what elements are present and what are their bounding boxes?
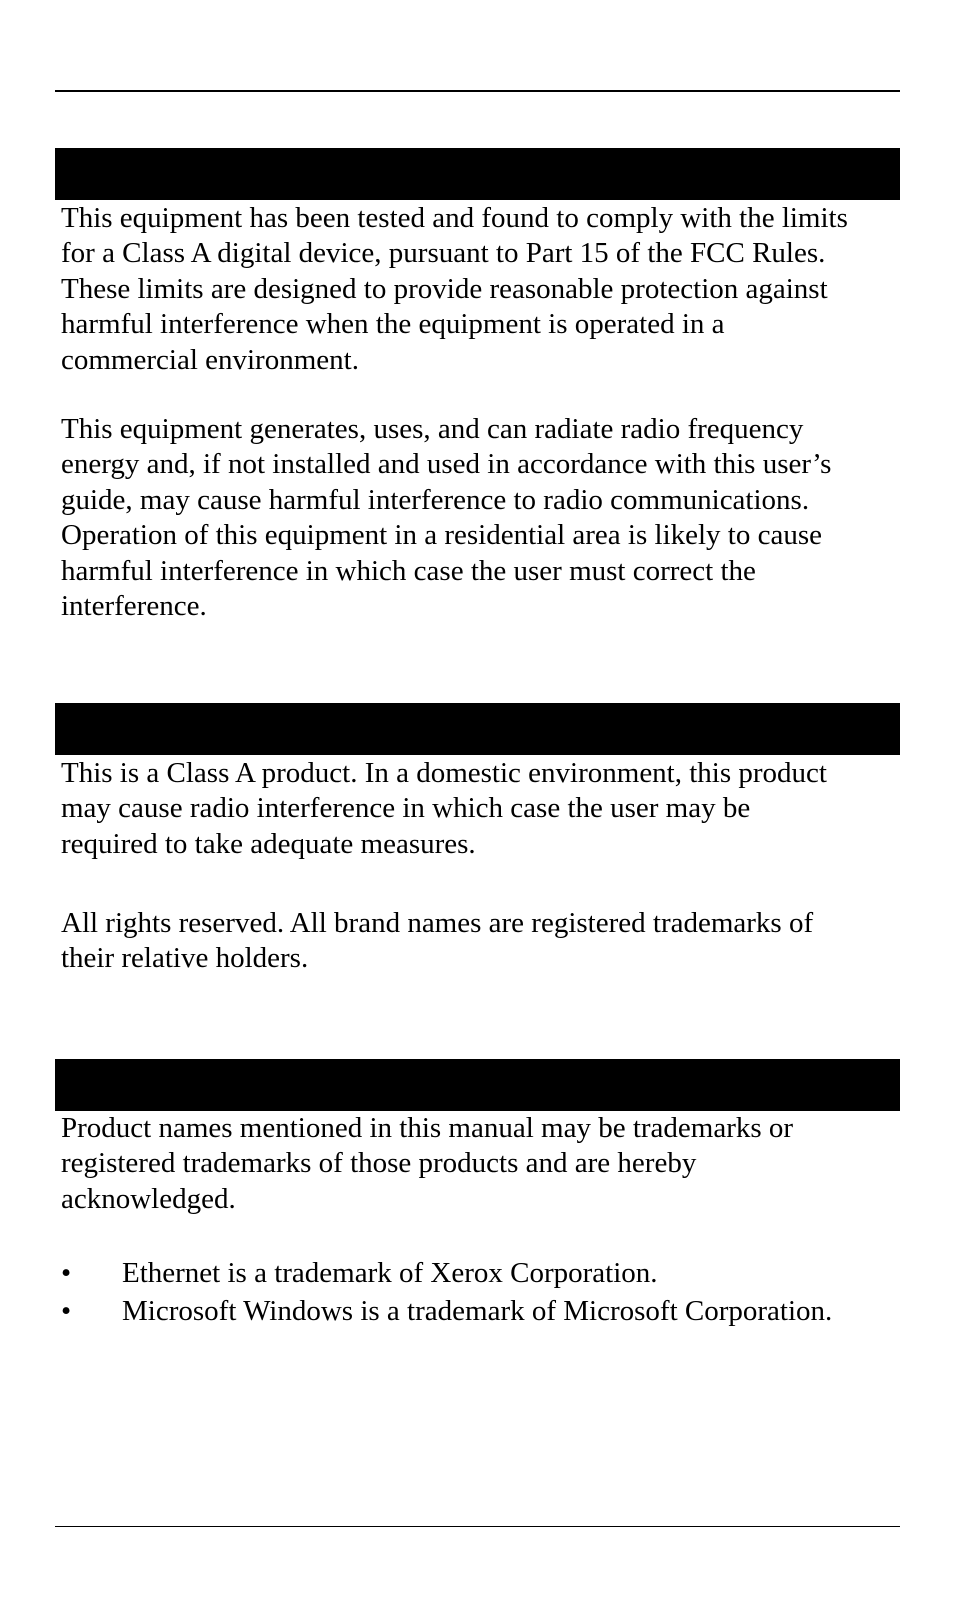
footer-rule xyxy=(55,1526,900,1527)
trademark-list xyxy=(61,1255,832,1330)
ce-section-heading-bar xyxy=(55,703,900,755)
fcc-paragraph-2: This equipment generates, uses, and can radiate radio frequency energy and, if not installed and used in accordance with this user’s guide, may cause harmful interference to radio communications. Operation of this equipment in a residential area is likely to cause harmful interference in which case the user must correct the interference. xyxy=(61,413,832,623)
trademarks-section-heading-bar xyxy=(55,1059,900,1111)
bullet-icon: • xyxy=(61,1257,72,1289)
list-item xyxy=(61,1255,832,1293)
list-item-text: Ethernet is a trademark of Xerox Corporation. xyxy=(122,1257,658,1289)
fcc-paragraph-1: This equipment has been tested and found to comply with the limits for a Class A digital device, pursuant to Part 15 of the FCC Rules. These limits are designed to provide reasonable protection against harmful interference when the equipment is operated in a commercial environment. xyxy=(61,202,848,376)
header-rule xyxy=(55,90,900,92)
ce-paragraph-1: This is a Class A product. In a domestic environment, this product may cause radio interference in which case the user may be required to take adequate measures. xyxy=(61,757,827,860)
trademarks-paragraph: Product names mentioned in this manual may be trademarks or registered trademarks of those products and are hereby acknowledged. xyxy=(61,1112,794,1215)
bullet-icon: • xyxy=(61,1294,72,1327)
list-item xyxy=(61,1293,832,1331)
fcc-section-heading-bar xyxy=(55,148,900,200)
rights-paragraph: All rights reserved. All brand names are registered trademarks of their relative holders. xyxy=(61,907,814,975)
list-item-text: Microsoft Windows is a trademark of Microsoft Corporation. xyxy=(122,1294,833,1327)
